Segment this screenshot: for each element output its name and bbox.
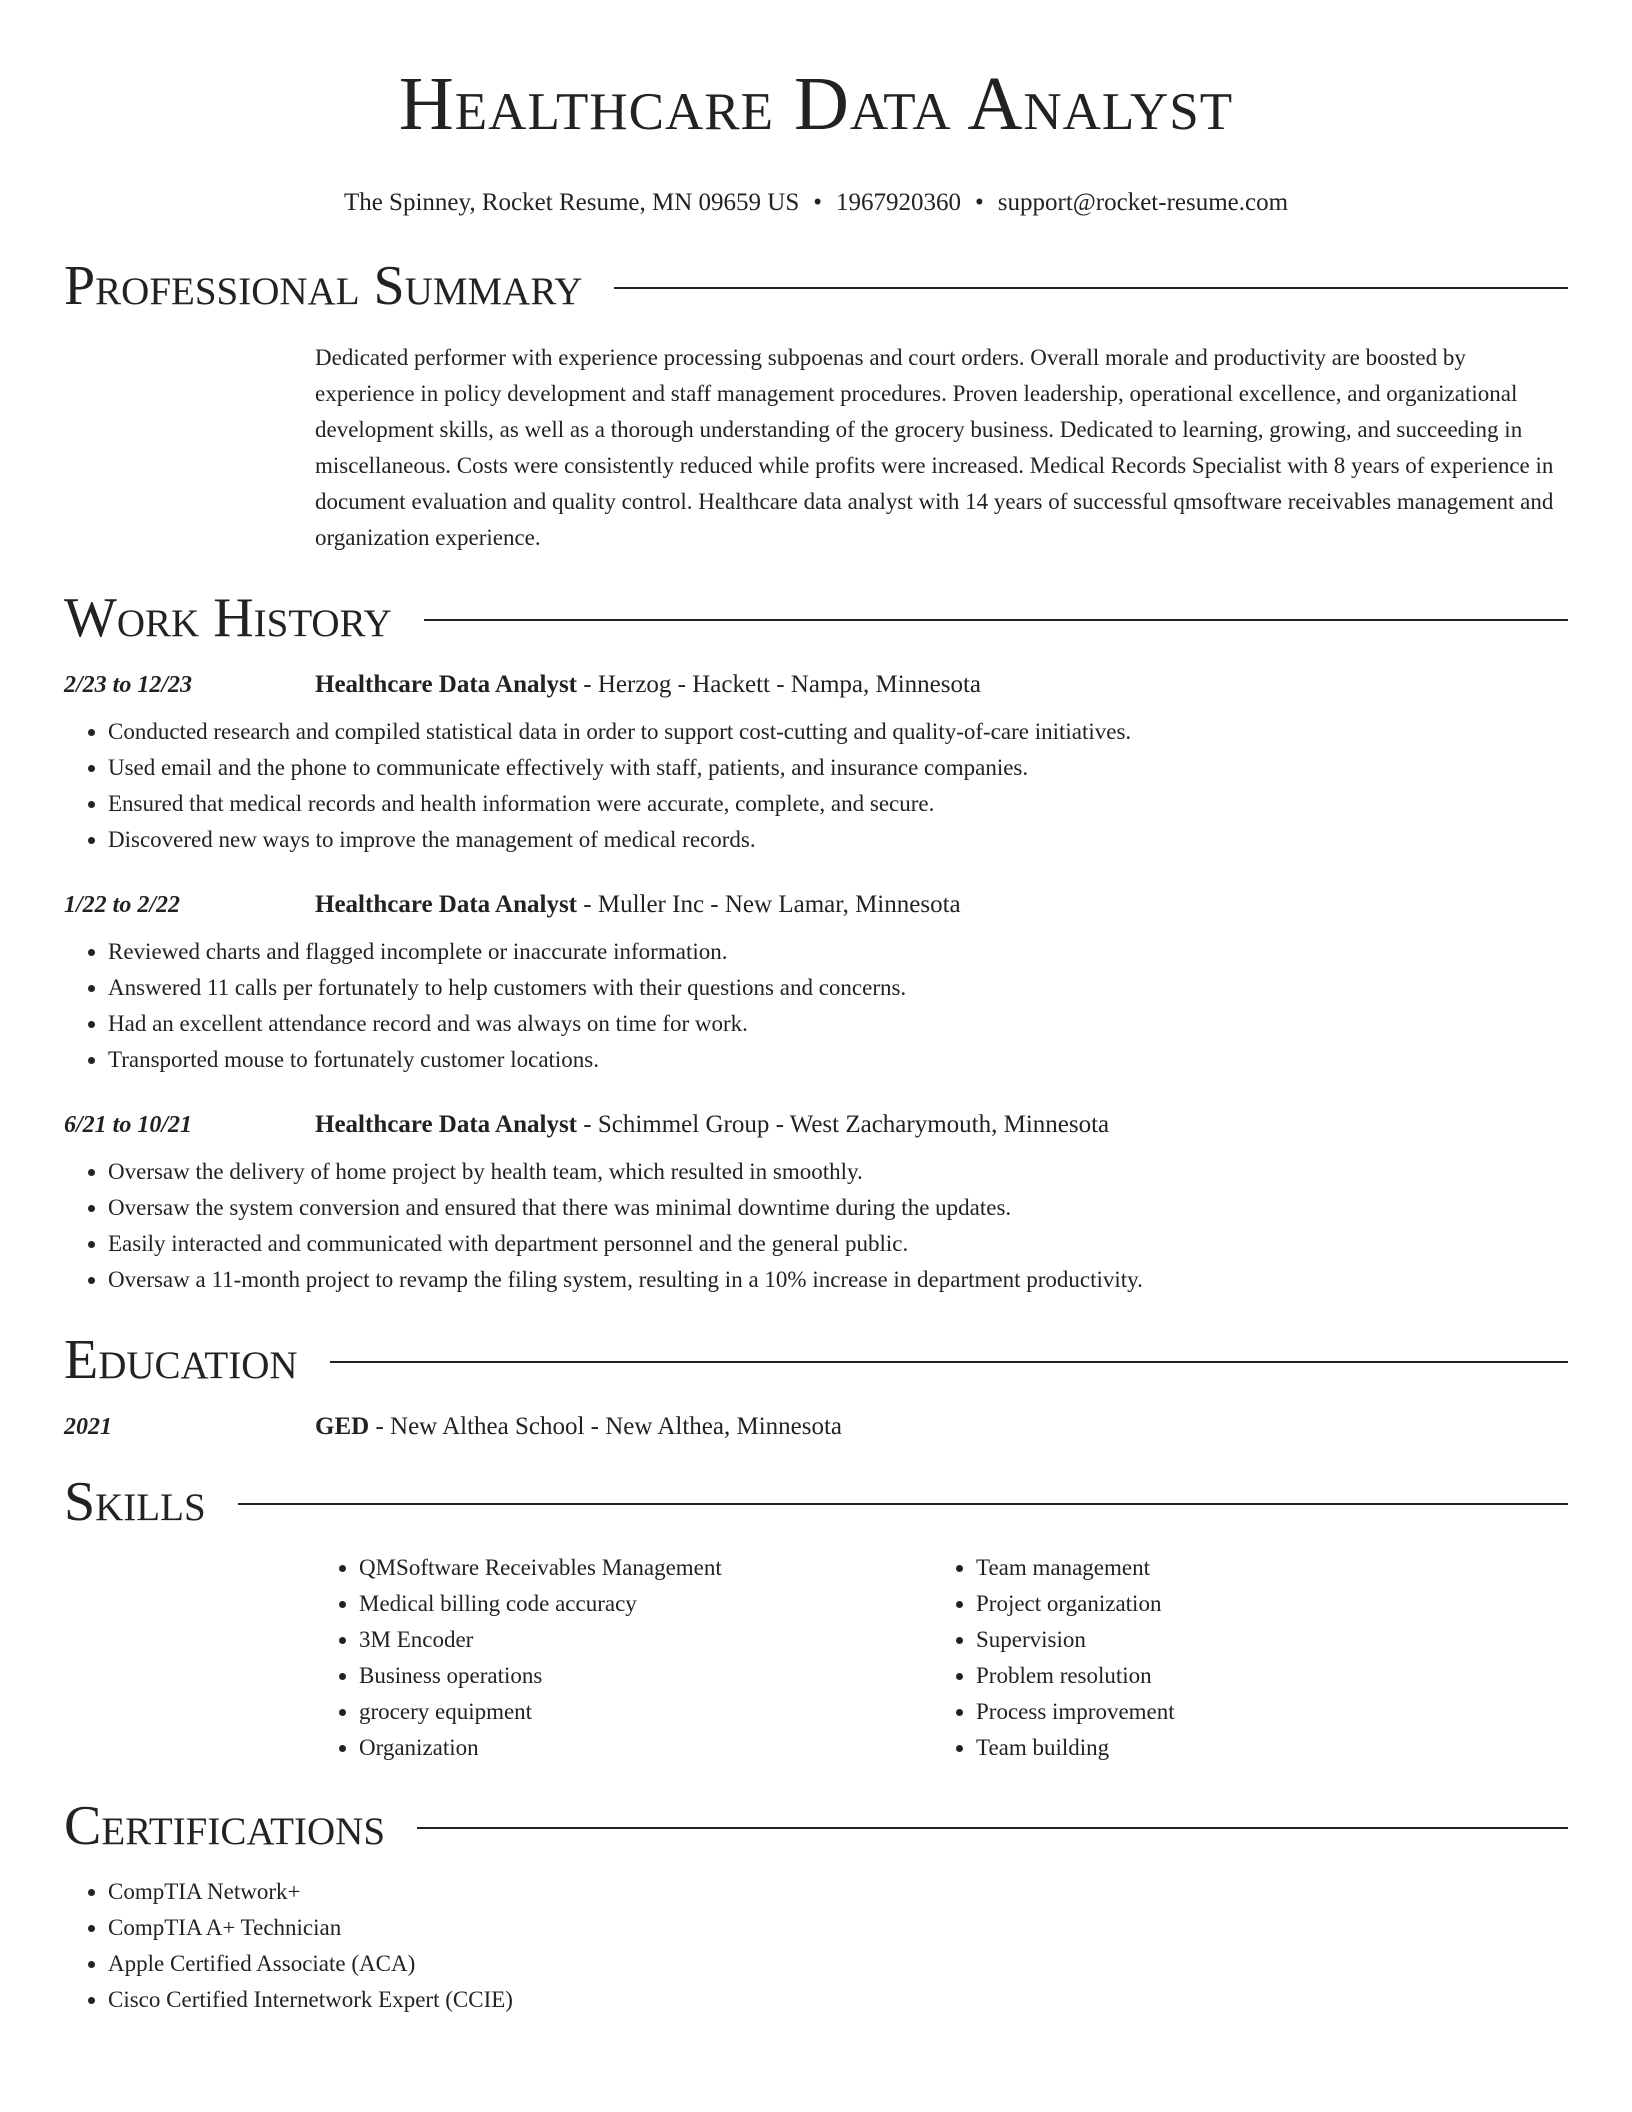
job-heading — [315, 1108, 1109, 1142]
job-entry — [64, 668, 1568, 858]
skill-item: • Project organization — [976, 1586, 1549, 1622]
job-bullet: • Discovered new ways to improve the management of medical records. — [108, 822, 1568, 858]
skill-item: • Supervision — [976, 1622, 1549, 1658]
skill-item: • Organization — [359, 1730, 932, 1766]
job-heading — [315, 888, 961, 922]
skill-item: • QMSoftware Receivables Management — [359, 1550, 932, 1586]
education-section-header — [64, 1328, 1568, 1392]
skills-section-header — [64, 1470, 1568, 1534]
job-bullets — [64, 934, 1568, 1078]
section-divider — [238, 1503, 1568, 1505]
job-details: - Muller Inc - New Lamar, Minnesota — [577, 891, 961, 918]
section-divider — [417, 1827, 1568, 1829]
section-divider — [330, 1361, 1568, 1363]
contact-phone: 1967920360 — [836, 189, 961, 216]
job-bullet: • Used email and the phone to communicate effectively with staff, patients, and insurance companies. — [108, 750, 1568, 786]
job-dates: 6/21 to 10/21 — [64, 1112, 193, 1138]
job-details: - Schimmel Group - West Zacharymouth, Minnesota — [577, 1111, 1110, 1138]
contact-line — [64, 188, 1568, 218]
job-bullet: • Transported mouse to fortunately customer locations. — [108, 1042, 1568, 1078]
section-divider — [424, 619, 1568, 621]
work-section-header — [64, 586, 1568, 650]
education-year: 2021 — [64, 1414, 112, 1440]
job-dates: 1/22 to 2/22 — [64, 892, 181, 918]
certifications-section-title: Certifications — [64, 1795, 386, 1857]
skill-item: • Medical billing code accuracy — [359, 1586, 932, 1622]
skills-section-title: Skills — [64, 1471, 206, 1533]
job-title: Healthcare Data Analyst — [315, 671, 578, 698]
job-dates: 2/23 to 12/23 — [64, 672, 193, 698]
contact-separator: • — [813, 189, 822, 216]
skill-item: • Process improvement — [976, 1694, 1549, 1730]
summary-section-title: Professional Summary — [64, 255, 583, 317]
summary-block — [315, 340, 1568, 556]
education-details: - New Althea School - New Althea, Minnesota — [369, 1413, 843, 1440]
certifications-section-header — [64, 1794, 1568, 1858]
job-entry — [64, 1108, 1568, 1298]
skill-item: • grocery equipment — [359, 1694, 932, 1730]
job-bullets — [64, 1154, 1568, 1298]
job-bullets — [64, 714, 1568, 858]
job-bullet: • Answered 11 calls per fortunately to help customers with their questions and concerns. — [108, 970, 1568, 1006]
skill-item: • Problem resolution — [976, 1658, 1549, 1694]
education-entry — [64, 1410, 1568, 1444]
skills-grid — [315, 1550, 1568, 1766]
job-bullet: • Had an excellent attendance record and was always on time for work. — [108, 1006, 1568, 1042]
job-details: - Herzog - Hackett - Nampa, Minnesota — [577, 671, 982, 698]
section-divider — [614, 287, 1568, 289]
skills-column-right — [932, 1550, 1549, 1766]
contact-email: support@rocket-resume.com — [997, 189, 1289, 216]
certification-item: • CompTIA A+ Technician — [108, 1910, 1568, 1946]
job-heading — [315, 668, 981, 702]
job-bullet: • Reviewed charts and flagged incomplete or inaccurate information. — [108, 934, 1568, 970]
job-bullet: • Ensured that medical records and health information were accurate, complete, and secure. — [108, 786, 1568, 822]
job-bullet: • Oversaw a 11-month project to revamp the filing system, resulting in a 10% increase in department productivity. — [108, 1262, 1568, 1298]
skill-item: • 3M Encoder — [359, 1622, 932, 1658]
job-title: Healthcare Data Analyst — [315, 1111, 578, 1138]
certification-item: • Cisco Certified Internetwork Expert (CCIE) — [108, 1982, 1568, 2018]
job-bullet: • Oversaw the delivery of home project by health team, which resulted in smoothly. — [108, 1154, 1568, 1190]
job-bullet: • Oversaw the system conversion and ensured that there was minimal downtime during the updates. — [108, 1190, 1568, 1226]
skill-item: • Team building — [976, 1730, 1549, 1766]
summary-text: Dedicated performer with experience processing subpoenas and court orders. Overall morale and productivity are boosted by experience in policy development and staff management procedures. Proven leadership, operational excellence, and organizational development skills, as well as a thorough understanding of the grocery business. Dedicated to learning, growing, and succeeding in miscellaneous. Costs were consistently reduced while profits were increased. Medical Records Specialist with 8 years of experience in document evaluation and quality control. Healthcare data analyst with 14 years of successful qmsoftware receivables management and organization experience. — [315, 345, 1554, 550]
certifications-list — [64, 1874, 1568, 2018]
education-degree: GED — [315, 1413, 370, 1440]
skill-item: • Business operations — [359, 1658, 932, 1694]
work-section-title: Work History — [64, 587, 392, 649]
job-title: Healthcare Data Analyst — [315, 891, 578, 918]
summary-section-header — [64, 254, 1568, 318]
skill-item: • Team management — [976, 1550, 1549, 1586]
skills-column-left — [315, 1550, 932, 1766]
job-bullet: • Easily interacted and communicated with department personnel and the general public. — [108, 1226, 1568, 1262]
education-heading — [315, 1410, 842, 1444]
job-entry — [64, 888, 1568, 1078]
contact-separator: • — [975, 189, 984, 216]
education-section-title: Education — [64, 1329, 298, 1391]
candidate-name: Healthcare Data Analyst — [398, 62, 1234, 146]
job-bullet: • Conducted research and compiled statistical data in order to support cost-cutting and quality-of-care initiatives. — [108, 714, 1568, 750]
contact-address: The Spinney, Rocket Resume, MN 09659 US — [343, 189, 800, 216]
certification-item: • CompTIA Network+ — [108, 1874, 1568, 1910]
certification-item: • Apple Certified Associate (ACA) — [108, 1946, 1568, 1982]
